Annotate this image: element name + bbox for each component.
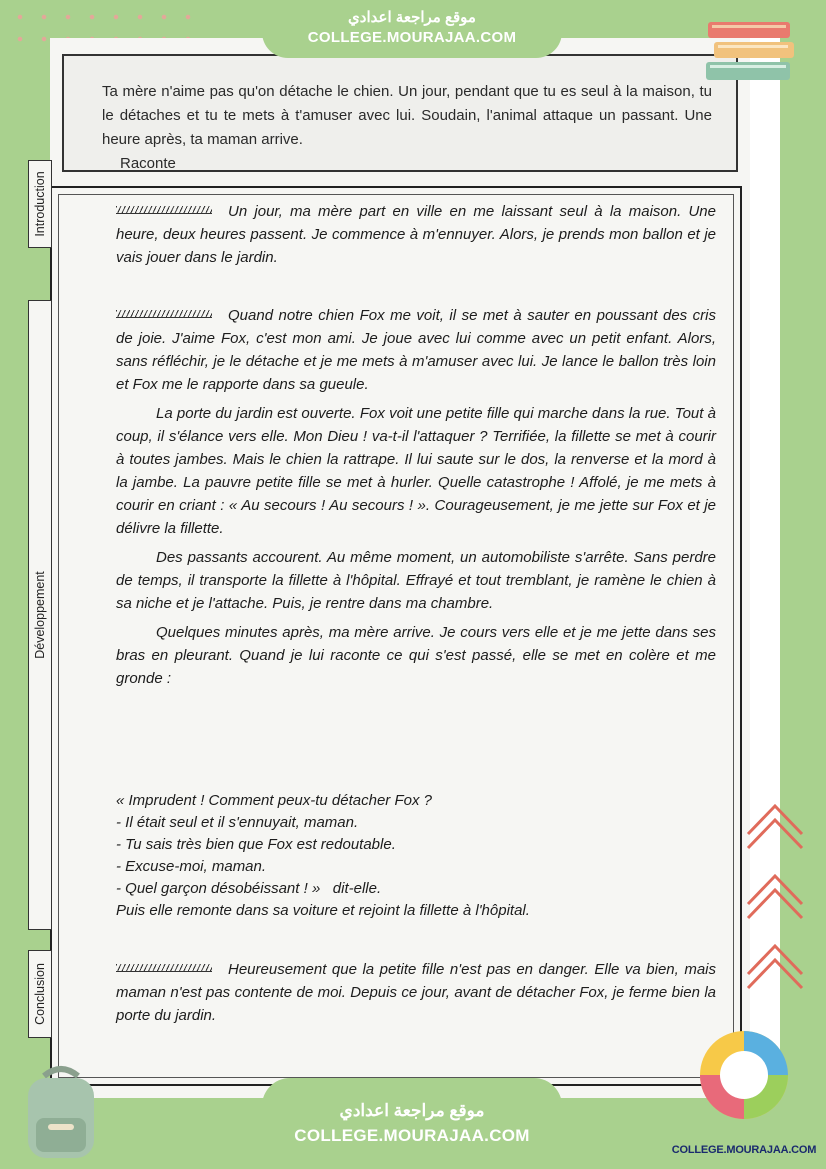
dev-paragraph-4: Quelques minutes après, ma mère arrive. Je cours vers elle et je me jette dans ses bras en pleurant. Quand je lui raconte ce qui s'est passé, elle se met en colère et me gronde :	[116, 624, 716, 687]
dialogue-line: « Imprudent ! Comment peux-tu détacher Fox ?	[116, 792, 432, 809]
intro-text: Un jour, ma mère part en ville en me laissant seul à la maison. Une heure, deux heures passent. Je commence à m'ennuyer. Alors, je prends mon ballon et je vais jouer dans le jardin.	[116, 203, 716, 266]
introduction-label: Introduction	[33, 171, 47, 237]
site-banner-top[interactable]	[262, 0, 562, 58]
dialogue-line: - Excuse-moi, maman.	[116, 858, 267, 875]
hatch-mark	[116, 964, 212, 972]
dialogue-line: - Tu sais très bien que Fox est redoutable.	[116, 836, 396, 853]
section-label-conclusion	[28, 950, 52, 1038]
developpement-label: Développement	[33, 571, 47, 659]
instruction-box	[62, 54, 738, 172]
dev-paragraph-3: Des passants accourent. Au même moment, un automobiliste s'arrête. Sans perdre de temps, il transporte la fillette à l'hôpital. Effrayé et tout tremblant, je ramène le chien à sa niche et je l'attache. Puis, je rentre dans ma chambre.	[116, 549, 716, 612]
conclusion-text: Heureusement que la petite fille n'est pas en danger. Elle va bien, mais maman n'est pas contente de moi. Depuis ce jour, avant de détacher Fox, je ferme bien la porte du jardin.	[116, 961, 716, 1024]
instruction-tag: Raconte	[120, 155, 176, 172]
backpack-icon	[18, 1062, 104, 1162]
chevron-up-icons	[740, 790, 810, 1040]
conclusion-label: Conclusion	[33, 963, 47, 1025]
site-banner-bottom[interactable]	[262, 1078, 562, 1169]
site-logo-icon	[694, 1020, 794, 1130]
banner-top-arabic: موقع مراجعة اعدادي	[348, 9, 476, 26]
hatch-mark	[116, 310, 212, 318]
dialogue-line: - Il était seul et il s'ennuyait, maman.	[116, 814, 359, 831]
dev-paragraph-2: La porte du jardin est ouverte. Fox voit une petite fille qui marche dans la rue. Tout à coup, il s'élance vers elle. Mon Dieu ! va-t-il l'attaquer ? Terrifiée, la fillette se met à courir à toutes jambes. Mais le chien la rattrape. Il lui saute sur le dos, la renverse et la mord à la jambe. La pauvre petite fille se met à hurler. Quelle catastrophe ! Affolé, je me mets à courir en criant : « Au secours ! Au secours ! ». Courageusement, je me jette sur Fox et je délivre la fillette.	[116, 405, 716, 537]
essay-development	[116, 304, 716, 690]
essay-introduction	[116, 200, 716, 269]
books-icon	[704, 12, 800, 92]
logo-url[interactable]: COLLEGE.MOURAJAA.COM	[671, 1144, 817, 1156]
section-label-introduction	[28, 160, 52, 248]
instruction	[102, 80, 712, 176]
instruction-text: Ta mère n'aime pas qu'on détache le chien. Un jour, pendant que tu es seul à la maison, tu le détaches et tu te mets à t'amuser avec lui. Soudain, l'animal attaque un passant. Une heure après, ta maman arrive.	[102, 83, 712, 148]
section-label-developpement	[28, 300, 52, 930]
essay-conclusion	[116, 958, 716, 1027]
hatch-mark	[116, 206, 212, 214]
banner-bottom-arabic: موقع مراجعة اعدادي	[339, 1101, 485, 1120]
dialogue-line: - Quel garçon désobéissant ! » dit-elle.	[116, 880, 382, 897]
dev-paragraph-1: Quand notre chien Fox me voit, il se met à sauter en poussant des cris de joie. J'aime Fox, c'est mon ami. Je joue avec lui comme avec un petit enfant. Alors, sans réfléchir, je le détache et je me mets à m'amuser avec lui. Je lance le ballon très loin et Fox me le rapporte dans sa gueule.	[116, 307, 716, 393]
dialogue-line: Puis elle remonte dans sa voiture et rejoint la fillette à l'hôpital.	[116, 902, 530, 919]
banner-bottom-url[interactable]: COLLEGE.MOURAJAA.COM	[294, 1126, 530, 1145]
essay-dialogue	[116, 790, 716, 922]
banner-top-url[interactable]: COLLEGE.MOURAJAA.COM	[307, 29, 517, 46]
